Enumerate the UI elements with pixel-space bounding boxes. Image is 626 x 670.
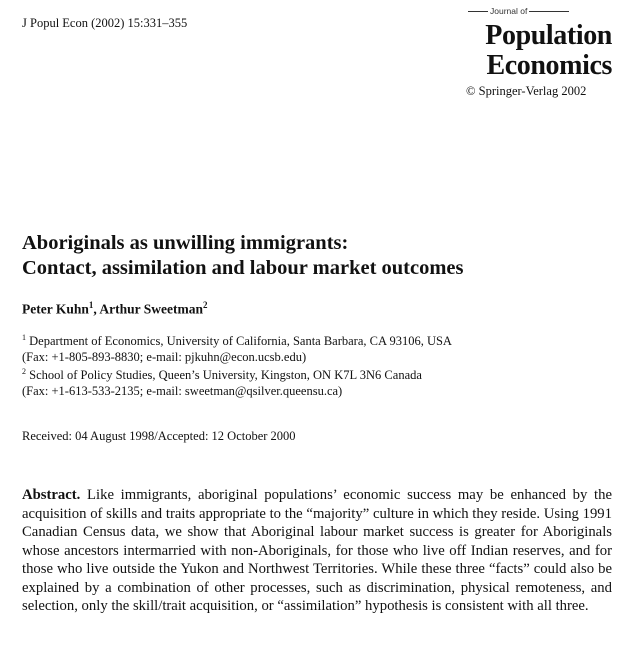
affiliation-number: 2 xyxy=(22,367,26,376)
affiliation-mark: 2 xyxy=(203,300,208,310)
paper-title-line2: Contact, assimilation and labour market outcomes xyxy=(22,257,464,279)
abstract xyxy=(22,486,612,616)
author-name: Peter Kuhn xyxy=(22,301,89,317)
abstract-text: Like immigrants, aboriginal populations’ economic success may be enhanced by the acquisition of skills and traits appropriate to the “majority” culture in which they reside. Using 1991 Canadian Census data, we show that Aboriginal labour market success is greater for Aboriginals whose ancestors intermarried with non-Aboriginals, for those who live off Indian reserves, and for those who live outside the Yukon and Northwest Territories. While these three “facts” could also be explained by a combination of other processes, such as discrimination, physical remoteness, and selection, only the skill/trait acquisition, or “assimilation” hypothesis is consistent with all three. xyxy=(22,487,612,614)
author-separator: , xyxy=(93,301,100,317)
journal-of-label: Journal of xyxy=(468,6,569,16)
journal-name-line2: Economics xyxy=(486,50,612,81)
affiliation-2-contact: (Fax: +1-613-533-2135; e-mail: sweetman@qsilver.queensu.ca) xyxy=(22,384,343,398)
abstract-label: Abstract. xyxy=(22,487,81,503)
affiliation-2 xyxy=(22,367,422,383)
affiliation-address: School of Policy Studies, Queen’s University, Kingston, ON K7L 3N6 Canada xyxy=(26,368,422,383)
affiliation-address: Department of Economics, University of California, Santa Barbara, CA 93106, USA xyxy=(26,334,452,349)
journal-name-line1: Population xyxy=(485,20,612,51)
copyright-notice: © Springer-Verlag 2002 xyxy=(466,84,587,98)
affiliation-mark: 1 xyxy=(88,300,94,310)
received-accepted-dates: Received: 04 August 1998/Accepted: 12 October 2000 xyxy=(22,429,296,443)
journal-citation: J Popul Econ (2002) 15:331–355 xyxy=(22,16,188,30)
author-name: Arthur Sweetman xyxy=(99,301,204,317)
author-list xyxy=(22,300,208,318)
affiliation-1-contact: (Fax: +1-805-893-8830; e-mail: pjkuhn@econ.ucsb.edu) xyxy=(22,350,307,364)
affiliation-1 xyxy=(22,333,452,349)
paper-title-line1: Aboriginals as unwilling immigrants: xyxy=(22,232,349,254)
affiliation-number: 1 xyxy=(22,333,26,342)
